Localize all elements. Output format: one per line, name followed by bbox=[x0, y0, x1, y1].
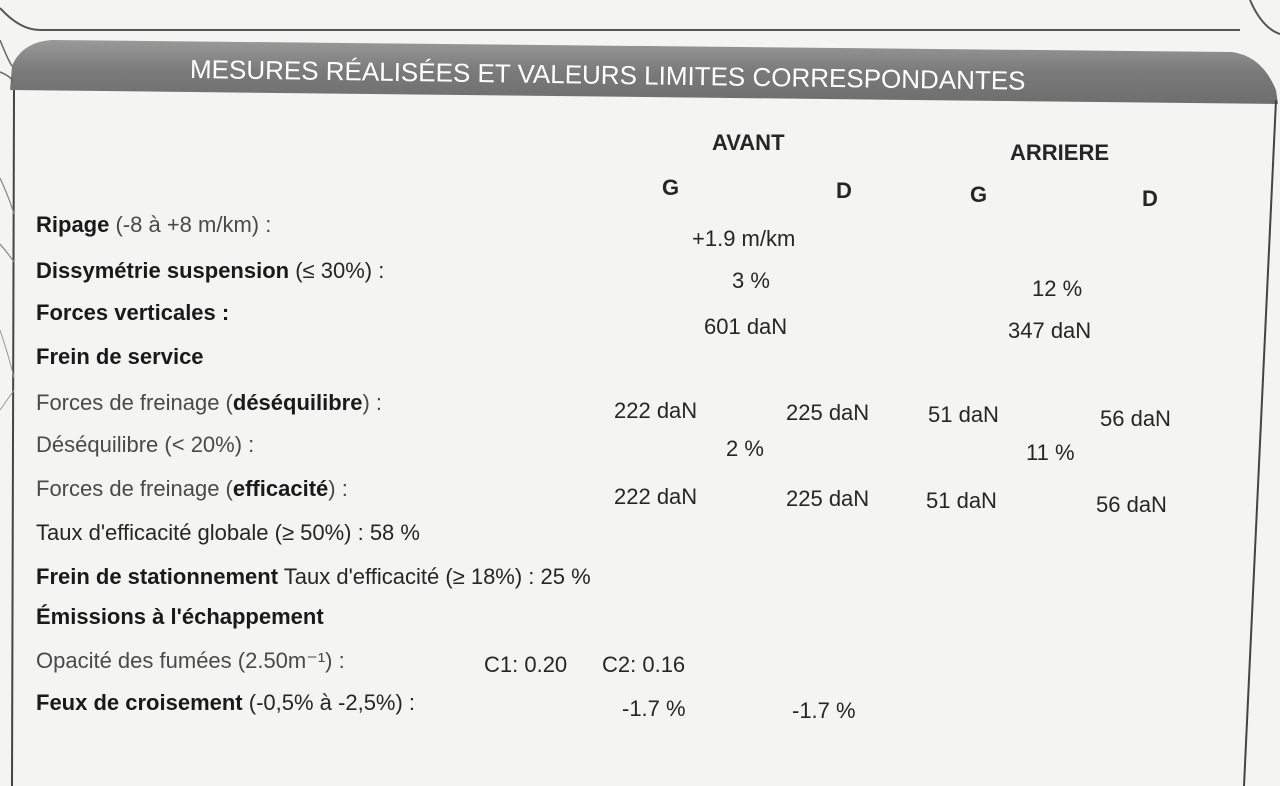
row-frein-stationnement bbox=[36, 564, 591, 590]
forces-freinage-eff-label bbox=[36, 476, 348, 502]
opacite-c2: C2: 0.16 bbox=[602, 652, 686, 677]
desequilibre-arriere: 11 % bbox=[1026, 440, 1075, 465]
row-feux bbox=[36, 690, 415, 716]
header-arriere: ARRIERE bbox=[1010, 140, 1110, 165]
eff-avant-d: 225 daN bbox=[786, 486, 870, 511]
label-bold-part: efficacité bbox=[232, 476, 329, 501]
label-part: ) : bbox=[362, 390, 383, 415]
feux-g: -1.7 % bbox=[622, 696, 686, 721]
frein-stationnement-label: Frein de stationnement bbox=[36, 564, 279, 589]
eff-avant-g: 222 daN bbox=[614, 484, 698, 509]
label-bold-part: déséquilibre bbox=[232, 390, 363, 415]
forces-verticales-label: Forces verticales : bbox=[36, 300, 230, 325]
frein-stationnement-detail: Taux d'efficacité (≥ 18%) : 25 % bbox=[283, 564, 591, 589]
deseq-avant-g: 222 daN bbox=[614, 398, 698, 423]
taux-global-label: Taux d'efficacité globale (≥ 50%) : 58 % bbox=[36, 520, 420, 545]
ripage-label: Ripage bbox=[36, 212, 110, 237]
dissymetrie-limit: (≤ 30%) : bbox=[295, 258, 385, 283]
page-title: MESURES RÉALISÉES ET VALEURS LIMITES CORRESPONDANTES bbox=[189, 54, 1026, 96]
header-arriere-d: D bbox=[1142, 186, 1158, 211]
feux-d: -1.7 % bbox=[792, 698, 856, 723]
ripage-limit: (-8 à +8 m/km) : bbox=[115, 212, 272, 237]
label-part: Forces de freinage ( bbox=[36, 476, 233, 501]
row-ripage-label bbox=[36, 212, 271, 238]
header-arriere-g: G bbox=[970, 182, 988, 207]
emissions-label: Émissions à l'échappement bbox=[36, 604, 324, 629]
forces-freinage-deseq-label bbox=[36, 390, 382, 416]
opacite-c1: C1: 0.20 bbox=[484, 652, 568, 677]
forces-verticales-avant: 601 daN bbox=[704, 314, 788, 339]
eff-arriere-g: 51 daN bbox=[926, 488, 997, 513]
header-avant-g: G bbox=[662, 175, 680, 200]
label-part: ) : bbox=[328, 476, 348, 501]
desequilibre-label: Déséquilibre (< 20%) : bbox=[36, 432, 255, 457]
label-part: Forces de freinage ( bbox=[36, 390, 233, 415]
header-avant-d: D bbox=[836, 178, 852, 203]
row-dissymetrie-label bbox=[36, 258, 384, 284]
ripage-value: +1.9 m/km bbox=[692, 226, 796, 251]
eff-arriere-d: 56 daN bbox=[1096, 492, 1167, 517]
feux-label: Feux de croisement bbox=[36, 690, 243, 715]
forces-verticales-arriere: 347 daN bbox=[1008, 318, 1092, 343]
dissymetrie-label: Dissymétrie suspension bbox=[36, 258, 290, 283]
deseq-arriere-d: 56 daN bbox=[1100, 406, 1171, 431]
feux-limit: (-0,5% à -2,5%) : bbox=[248, 690, 416, 715]
frein-service-label: Frein de service bbox=[36, 344, 204, 369]
desequilibre-avant: 2 % bbox=[726, 436, 764, 461]
dissymetrie-avant: 3 % bbox=[732, 268, 770, 293]
deseq-arriere-g: 51 daN bbox=[928, 402, 999, 427]
dissymetrie-arriere: 12 % bbox=[1032, 276, 1083, 301]
header-avant: AVANT bbox=[712, 130, 785, 155]
opacite-label: Opacité des fumées (2.50m⁻¹) : bbox=[36, 648, 345, 673]
deseq-avant-d: 225 daN bbox=[786, 400, 870, 425]
